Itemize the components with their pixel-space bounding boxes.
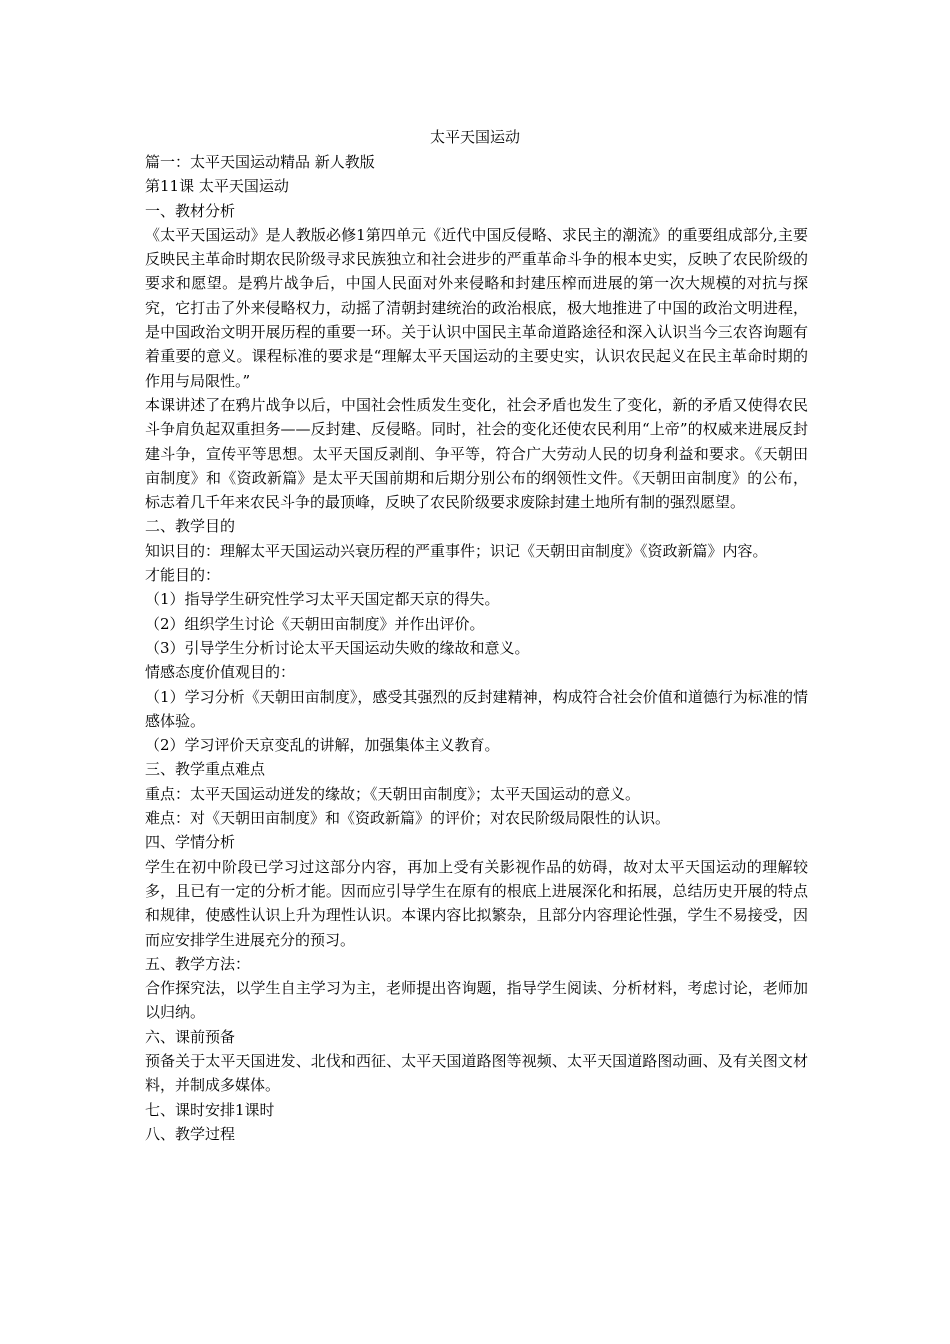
heading-key-points: 三、教学重点难点 [145,760,266,779]
paragraph-ability-goal-1: （1）指导学生研究性学习太平天国定都天京的得失。 [145,590,500,609]
heading-teaching-process: 八、教学过程 [145,1124,236,1143]
document-body [145,150,808,1146]
paragraph-emotion-goal-1: （1）学习分析《天朝田亩制度》，感受其强烈的反封建精神，构成符合社会价值和道德行为标准的情感体验。 [145,687,808,730]
paragraph-emotion-goal-heading: 情感态度价值观目的： [145,663,296,682]
paragraph-lesson-title: 第11课 太平天国运动 [145,177,289,196]
paragraph-key-points: 重点：太平天国运动迸发的缘故；《天朝田亩制度》；太平天国运动的意义。 [145,784,641,803]
paragraph-chapter-source: 篇一：太平天国运动精品 新人教版 [145,153,375,171]
paragraph-textbook-analysis-1: 《太平天国运动》是人教版必修1第四单元《近代中国反侵略、求民主的潮流》的重要组成部分,主要反映民主革命时期农民阶级寻求民族独立和社会进步的严重革命斗争的根本史实，反映了农民阶级的要求和愿望。是鸦片战争后，中国人民面对外来侵略和封建压榨而进展的第一次大规模的对抗与探究，它打击了外来侵略权力，动摇了清朝封建统治的政治根底，极大地推进了中国的政治文明进程，是中国政治文明开展历程的重要一环。关于认识中国民主革命道路途径和深入认识当今三农咨询题有着重要的意义。课程标准的要求是“理解太平天国运动的主要史实，认识农民起义在民主革命时期的作用与局限性。” [145,225,808,390]
paragraph-emotion-goal-2: （2）学习评价天京变乱的讲解，加强集体主义教育。 [145,736,500,755]
paragraph-difficult-points: 难点：对《天朝田亩制度》和《资政新篇》的评价；对农民阶级局限性的认识。 [145,809,671,828]
heading-teaching-goals: 二、教学目的 [145,517,236,536]
paragraph-knowledge-goal: 知识目的：理解太平天国运动兴衰历程的严重事件；识记《天朝田亩制度》《资政新篇》内容。 [145,541,768,560]
paragraph-class-hours: 七、课时安排1课时 [145,1100,275,1119]
heading-textbook-analysis: 一、教材分析 [145,201,236,220]
paragraph-preparation: 预备关于太平天国进发、北伐和西征、太平天国道路图等视频、太平天国道路图动画、及有关图文材料，并制成多媒体。 [145,1051,808,1095]
heading-student-analysis: 四、学情分析 [145,833,236,852]
heading-teaching-method: 五、教学方法： [145,954,251,973]
paragraph-ability-goal-3: （3）引导学生分析讨论太平天国运动失败的缘故和意义。 [145,638,530,657]
paragraph-ability-goal-heading: 才能目的： [145,566,221,585]
heading-preparation: 六、课前预备 [145,1027,236,1046]
paragraph-student-analysis: 学生在初中阶段已学习过这部分内容，再加上受有关影视作品的妨碍，故对太平天国运动的理解较多，且已有一定的分析才能。因而应引导学生在原有的根底上进展深化和拓展，总结历史开展的特点和规律，使感性认识上升为理性认识。本课内容比拟繁杂，且部分内容理论性强，学生不易接受，因而应安排学生进展充分的预习。 [145,857,808,949]
document-title: 太平天国运动 [429,128,520,146]
paragraph-textbook-analysis-2: 本课讲述了在鸦片战争以后，中国社会性质发生变化，社会矛盾也发生了变化，新的矛盾又使得农民斗争肩负起双重担务——反封建、反侵略。同时，社会的变化还使农民利用“上帝”的权威来进展反封建斗争，宣传平等思想。太平天国反剥削、争平等，符合广大劳动人民的切身利益和要求。《天朝田亩制度》和《资政新篇》是太平天国前期和后期分别公布的纲领性文件。《天朝田亩制度》的公布，标志着几千年来农民斗争的最顶峰，反映了农民阶级要求废除封建土地所有制的强烈愿望。 [145,395,808,512]
paragraph-teaching-method: 合作探究法，以学生自主学习为主，老师提出咨询题，指导学生阅读、分析材料，考虑讨论，老师加以归纳。 [145,979,808,1022]
paragraph-ability-goal-2: （2）组织学生讨论《天朝田亩制度》并作出评价。 [145,614,485,633]
